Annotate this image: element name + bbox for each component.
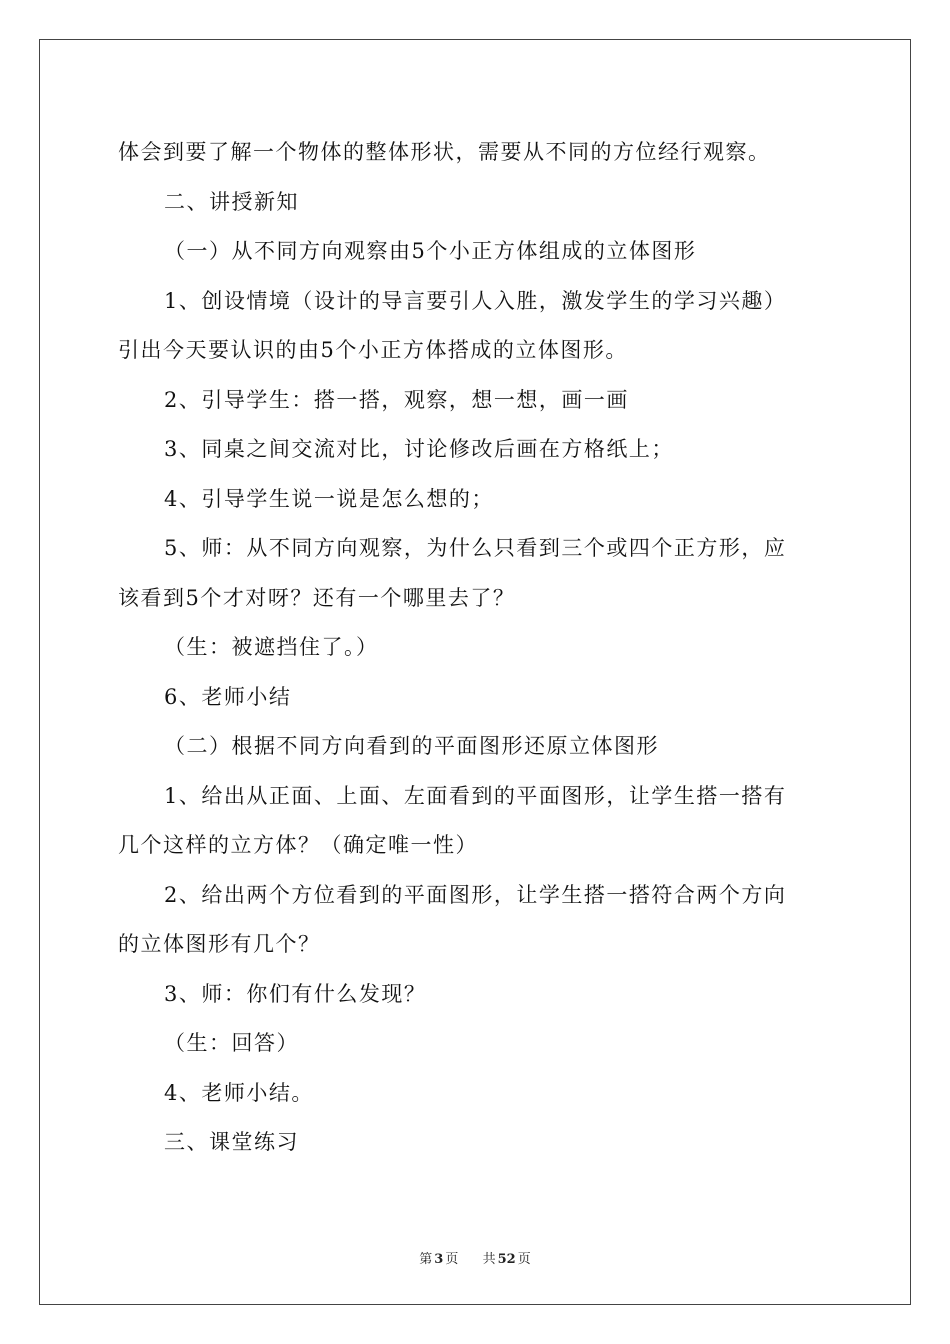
paragraph: （生：回答） bbox=[164, 1031, 299, 1055]
paragraph: 体会到要了解一个物体的整体形状，需要从不同的方位经行观察。 bbox=[118, 140, 771, 164]
paragraph: 3、同桌之间交流对比，讨论修改后画在方格纸上； bbox=[164, 437, 674, 461]
paragraph: 4、引导学生说一说是怎么想的； bbox=[164, 486, 494, 511]
paragraph: 的立体图形有几个？ bbox=[118, 932, 321, 956]
paragraph: 引出今天要认识的由5个小正方体搭成的立体图形。 bbox=[118, 338, 628, 362]
paragraph: 6、老师小结 bbox=[164, 684, 292, 709]
paragraph: （生：被遮挡住了。） bbox=[164, 635, 379, 659]
total-prefix: 共 bbox=[482, 1252, 496, 1267]
paragraph: 3、师：你们有什么发现？ bbox=[164, 981, 427, 1006]
paragraph: 4、老师小结。 bbox=[164, 1080, 314, 1105]
subsection-heading: （一）从不同方向观察由5个小正方体组成的立体图形 bbox=[164, 239, 697, 263]
page-footer bbox=[0, 1248, 950, 1267]
page-prefix: 第 bbox=[419, 1252, 433, 1267]
paragraph: 该看到5个才对呀？还有一个哪里去了？ bbox=[118, 585, 516, 610]
paragraph: 1、创设情境（设计的导言要引人入胜，激发学生的学习兴趣） bbox=[164, 288, 787, 313]
total-pages: 52 bbox=[497, 1252, 516, 1267]
document-body bbox=[118, 128, 838, 1168]
paragraph: 1、给出从正面、上面、左面看到的平面图形，让学生搭一搭有 bbox=[164, 783, 787, 808]
paragraph: 5、师：从不同方向观察，为什么只看到三个或四个正方形，应 bbox=[164, 536, 787, 560]
page-number: 3 bbox=[434, 1252, 444, 1267]
section-heading: 二、讲授新知 bbox=[164, 189, 299, 214]
page-suffix: 页 bbox=[445, 1252, 459, 1267]
paragraph: 2、引导学生：搭一搭，观察，想一想，画一画 bbox=[164, 387, 629, 412]
paragraph: 2、给出两个方位看到的平面图形，让学生搭一搭符合两个方向 bbox=[164, 882, 787, 907]
section-heading: 三、课堂练习 bbox=[164, 1130, 299, 1154]
paragraph: 几个这样的立方体？（确定唯一性） bbox=[118, 833, 478, 857]
subsection-heading: （二）根据不同方向看到的平面图形还原立体图形 bbox=[164, 734, 659, 758]
total-suffix: 页 bbox=[517, 1252, 531, 1267]
